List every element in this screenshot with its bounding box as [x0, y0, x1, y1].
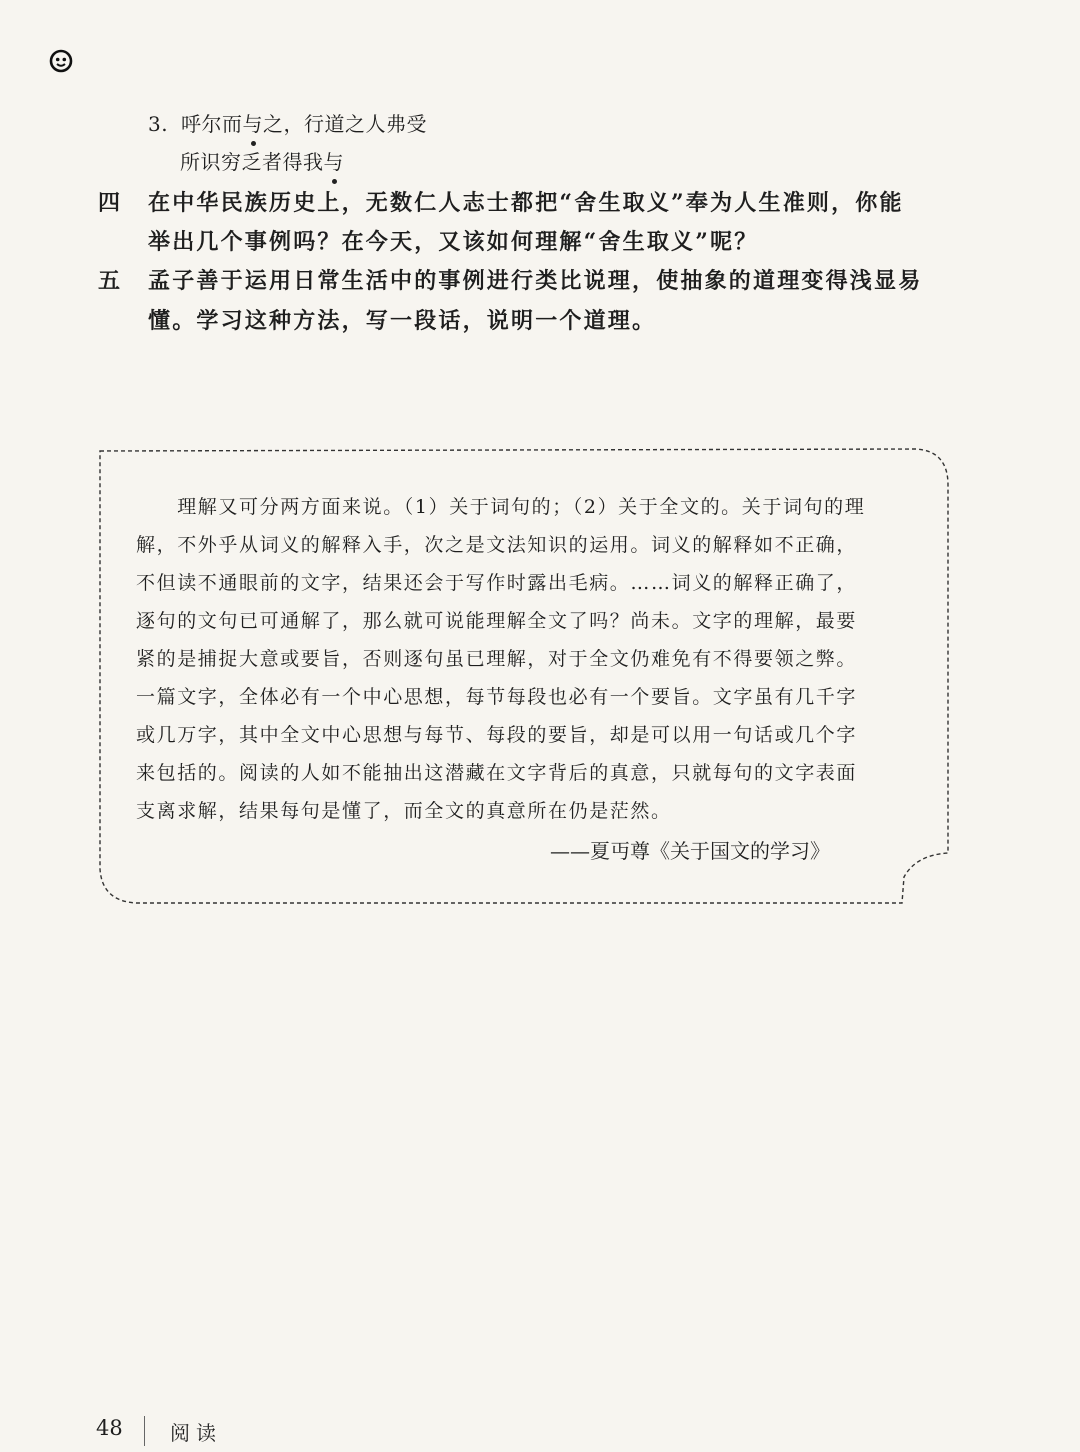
text-run: 之，行道之人弗受: [262, 112, 427, 136]
quote-line: 来包括的。阅读的人如不能抽出这潜藏在文字背后的真意，只就每句的文字表面: [136, 762, 858, 784]
question-text-line: 懂。学习这种方法，写一段话，说明一个道理。: [148, 308, 657, 334]
sub-item-text: [180, 150, 344, 174]
quote-line: 一篇文字，全体必有一个中心思想，每节每段也必有一个要旨。文字虽有几千字: [136, 686, 858, 708]
quote-line: 逐句的文句已可通解了，那么就可说能理解全文了吗？尚未。文字的理解，最要: [136, 610, 858, 632]
question-text-line: 举出几个事例吗？在今天，又该如何理解“舍生取义”呢？: [148, 229, 759, 255]
sub-item-number: 3.: [148, 112, 169, 136]
smiley-face-icon: [49, 49, 73, 73]
sub-item-3-line2: [180, 146, 344, 175]
quote-line: 不但读不通眼前的文字，结果还会于写作时露出毛病。……词义的解释正确了，: [136, 572, 858, 594]
sub-item-3-line1: [148, 108, 427, 137]
sub-item-text: [181, 112, 427, 136]
text-run: 所识穷乏者得我: [180, 150, 324, 174]
footer-divider: [144, 1416, 145, 1446]
text-run: 呼尔而: [180, 112, 243, 136]
question-number: 五: [98, 268, 121, 294]
section-label: 阅读: [170, 1421, 222, 1445]
question-text-line: 在中华民族历史上，无数仁人志士都把“舍生取义”奉为人生准则，你能: [148, 190, 904, 216]
page-number: 48: [96, 1416, 123, 1440]
quote-line: 理解又可分两方面来说。（1）关于词句的；（2）关于全文的。关于词句的理: [136, 496, 866, 518]
quote-line: 紧的是捕捉大意或要旨，否则逐句虽已理解，对于全文仍难免有不得要领之弊。: [136, 648, 858, 670]
quote-attribution: ——夏丏尊《关于国文的学习》: [550, 839, 830, 863]
question-number: 四: [98, 190, 121, 216]
quote-line: 解，不外乎从词义的解释入手，次之是文法知识的运用。词义的解释如不正确，: [136, 534, 858, 556]
quote-line: 支离求解，结果每句是懂了，而全文的真意所在仍是茫然。: [136, 800, 672, 822]
question-text-line: 孟子善于运用日常生活中的事例进行类比说理，使抽象的道理变得浅显易: [148, 268, 923, 294]
quote-line: 或几万字，其中全文中心思想与每节、每段的要旨，却是可以用一句话或几个字: [136, 724, 858, 746]
emphasized-char: 与: [324, 146, 345, 175]
emphasized-char: 与: [242, 108, 263, 137]
